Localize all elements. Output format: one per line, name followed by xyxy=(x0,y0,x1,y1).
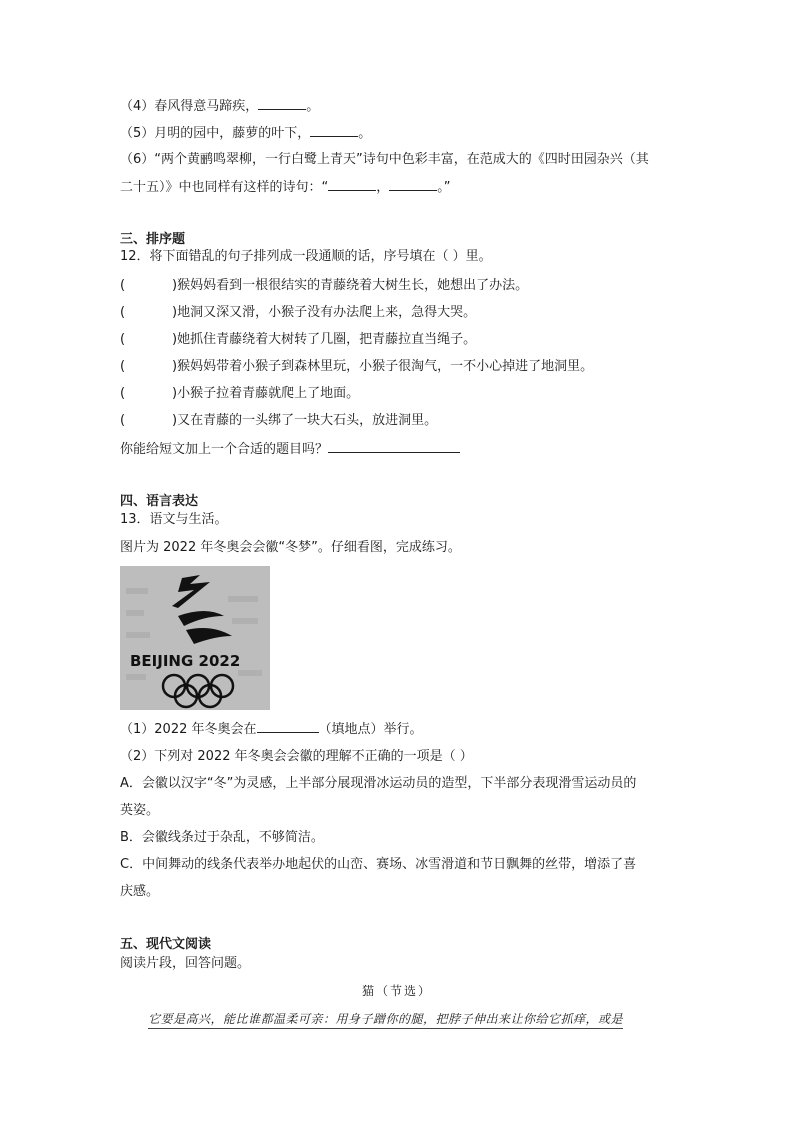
passage-text: 它要是高兴，能比谁都温柔可亲：用身子蹭你的腿，把脖子伸出来让你给它抓痒，或是 xyxy=(148,1010,623,1029)
reading-intro: 阅读片段，回答问题。 xyxy=(120,956,251,971)
emblem-graphic xyxy=(120,566,270,710)
answer-blank[interactable] xyxy=(328,178,376,191)
emblem-wordmark: BEIJING 2022 xyxy=(130,652,241,670)
section-4-heading: 四、语言表达 xyxy=(120,494,199,509)
winter-olympics-emblem-image xyxy=(120,566,270,710)
subquestion-2: （2）下列对 2022 年冬奥会会徽的理解不正确的一项是（ ） xyxy=(120,749,473,764)
section-5-heading: 五、现代文阅读 xyxy=(120,937,212,952)
order-blank[interactable]: ( xyxy=(120,359,126,374)
emblem-intro: 图片为 2022 年冬奥会会徽“冬梦”。仔细看图，完成练习。 xyxy=(120,540,461,555)
order-item: ( )又在青藤的一头绑了一块大石头，放进洞里。 xyxy=(120,413,438,428)
order-blank[interactable]: ( xyxy=(120,332,126,347)
order-item: ( )猴妈妈带着小猴子到森林里玩，小猴子很淘气，一不小心掉进了地洞里。 xyxy=(120,359,594,374)
option-a[interactable]: A．会徽以汉字“冬”为灵感，上半部分展现滑冰运动员的造型，下半部分表现滑雪运动员的 xyxy=(120,776,637,791)
order-item: ( )猴妈妈看到一根很结实的青藤绕着大树生长，她想出了办法。 xyxy=(120,278,529,293)
order-blank[interactable]: ( xyxy=(120,413,126,428)
fill-item-4: （4）春风得意马蹄疾， 。 xyxy=(120,99,320,114)
location-answer-blank[interactable] xyxy=(257,720,319,733)
order-blank[interactable]: ( xyxy=(120,278,126,293)
answer-blank[interactable] xyxy=(258,97,306,110)
order-blank[interactable]: ( xyxy=(120,386,126,401)
passage-title: 猫（节选） xyxy=(362,984,433,998)
fill-item-6-line1: （6）“两个黄鹂鸣翠柳，一行白鹭上青天”诗句中色彩丰富，在范成大的《四时田园杂兴（其 xyxy=(120,152,649,167)
answer-blank[interactable] xyxy=(310,124,358,137)
order-item: ( )小猴子拉着青藤就爬上了地面。 xyxy=(120,386,360,401)
option-a-continued: 英姿。 xyxy=(120,803,160,818)
section-3-heading: 三、排序题 xyxy=(120,232,186,247)
order-item: ( )她抓住青藤绕着大树转了几圈，把青藤拉直当绳子。 xyxy=(120,332,477,347)
subquestion-1: （1）2022 年冬奥会在 （填地点）举行。 xyxy=(120,722,423,737)
title-answer-blank[interactable] xyxy=(328,440,460,453)
answer-blank[interactable] xyxy=(389,178,437,191)
order-item: ( )地洞又深又滑，小猴子没有办法爬上来，急得大哭。 xyxy=(120,305,477,320)
option-b[interactable]: B．会徽线条过于杂乱，不够简洁。 xyxy=(120,830,324,845)
fill-item-6-line2: 二十五）》中也同样有这样的诗句：“ ， 。” xyxy=(120,180,451,195)
option-c-continued: 庆感。 xyxy=(120,884,160,899)
option-c[interactable]: C．中间舞动的线条代表举办地起伏的山峦、赛场、冰雪滑道和节日飘舞的丝带，增添了喜 xyxy=(120,857,637,872)
question-13: 13．语文与生活。 xyxy=(120,512,228,527)
question-12: 12．将下面错乱的句子排列成一段通顺的话，序号填在（ ）里。 xyxy=(120,249,492,264)
fill-item-5: （5）月明的园中，藤萝的叶下， 。 xyxy=(120,126,372,141)
title-prompt: 你能给短文加上一个合适的题目吗？ xyxy=(120,440,460,459)
order-blank[interactable]: ( xyxy=(120,305,126,320)
